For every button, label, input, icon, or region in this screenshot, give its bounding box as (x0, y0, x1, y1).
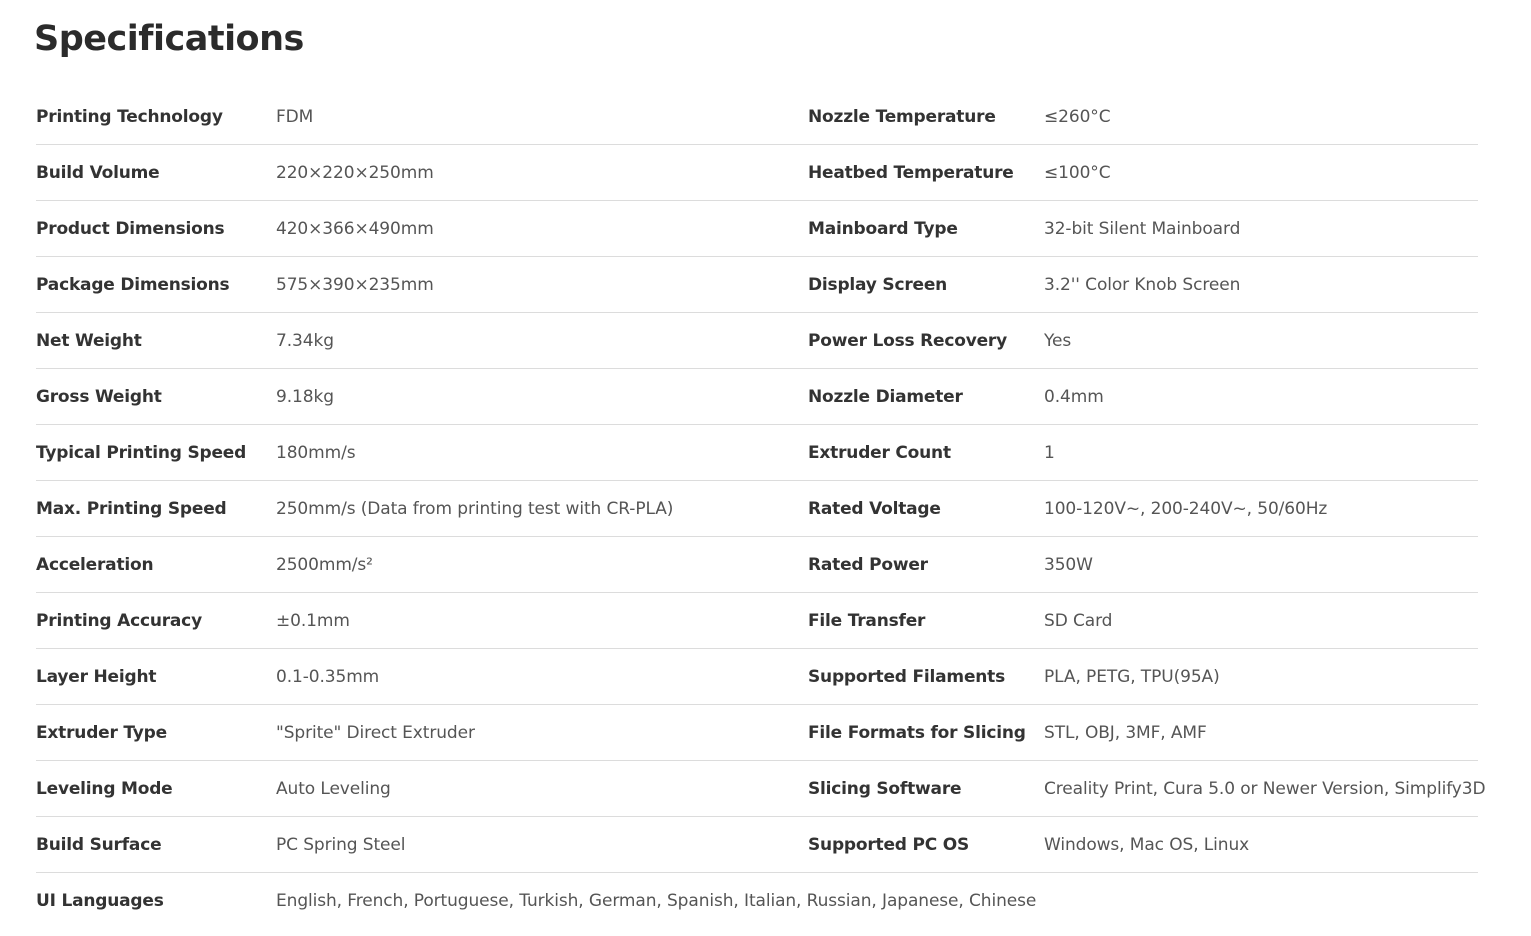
spec-label: Printing Accuracy (36, 611, 202, 631)
spec-label: Power Loss Recovery (808, 331, 1007, 351)
spec-row (36, 145, 1478, 201)
spec-value: 100-120V~, 200-240V~, 50/60Hz (1044, 499, 1328, 519)
spec-value: PC Spring Steel (276, 835, 406, 855)
spec-value: 1 (1044, 443, 1055, 463)
spec-row (36, 201, 1478, 257)
spec-label: Slicing Software (808, 779, 962, 799)
spec-value: 0.4mm (1044, 387, 1104, 407)
spec-value: STL, OBJ, 3MF, AMF (1044, 723, 1207, 743)
spec-label: Product Dimensions (36, 219, 225, 239)
spec-row (36, 481, 1478, 537)
spec-value: 3.2'' Color Knob Screen (1044, 275, 1241, 295)
spec-label: Supported PC OS (808, 835, 970, 855)
spec-value: FDM (276, 107, 314, 127)
spec-label: Typical Printing Speed (36, 443, 247, 463)
spec-row (36, 593, 1478, 649)
spec-label: Package Dimensions (36, 275, 230, 295)
spec-label: Extruder Count (808, 443, 951, 463)
spec-value: 350W (1044, 555, 1093, 575)
spec-value: ≤260°C (1044, 107, 1111, 127)
spec-row (36, 761, 1486, 817)
spec-value: "Sprite" Direct Extruder (276, 723, 475, 743)
spec-table (36, 89, 1486, 928)
spec-row (36, 89, 1478, 145)
spec-label: Nozzle Diameter (808, 387, 963, 407)
spec-value: ±0.1mm (276, 611, 350, 631)
spec-label: Max. Printing Speed (36, 499, 227, 519)
spec-row (36, 313, 1478, 369)
spec-value: Yes (1044, 331, 1072, 351)
spec-label: Supported Filaments (808, 667, 1006, 687)
spec-label: UI Languages (36, 891, 164, 911)
spec-label: Mainboard Type (808, 219, 958, 239)
spec-label: File Formats for Slicing (808, 723, 1026, 743)
spec-value: 0.1-0.35mm (276, 667, 380, 687)
spec-row (36, 649, 1478, 705)
spec-value: 32-bit Silent Mainboard (1044, 219, 1241, 239)
spec-label: Net Weight (36, 331, 142, 351)
spec-value: 9.18kg (276, 387, 334, 407)
spec-label: Build Surface (36, 835, 162, 855)
spec-row (36, 257, 1478, 313)
spec-value: Windows, Mac OS, Linux (1044, 835, 1250, 855)
spec-value: Auto Leveling (276, 779, 391, 799)
spec-label: Display Screen (808, 275, 948, 295)
spec-row (36, 537, 1478, 593)
spec-row (36, 817, 1478, 873)
spec-row-ui-languages (36, 873, 1478, 928)
spec-label: Layer Height (36, 667, 157, 687)
spec-value: 220×220×250mm (276, 163, 434, 183)
spec-label: Rated Voltage (808, 499, 941, 519)
spec-label: Acceleration (36, 555, 154, 575)
spec-label: File Transfer (808, 611, 926, 631)
spec-row (36, 369, 1478, 425)
spec-value: 420×366×490mm (276, 219, 434, 239)
spec-value: 2500mm/s² (276, 555, 373, 575)
spec-value: Creality Print, Cura 5.0 or Newer Version, Simplify3D (1044, 779, 1486, 799)
spec-value: SD Card (1044, 611, 1113, 631)
spec-label: Heatbed Temperature (808, 163, 1014, 183)
spec-label: Printing Technology (36, 107, 223, 127)
spec-label: Rated Power (808, 555, 928, 575)
spec-value: 250mm/s (Data from printing test with CR-PLA) (276, 499, 674, 519)
spec-value: 7.34kg (276, 331, 334, 351)
spec-value: PLA, PETG, TPU(95A) (1044, 667, 1220, 687)
spec-label: Gross Weight (36, 387, 162, 407)
spec-label: Build Volume (36, 163, 160, 183)
page-title: Specifications (34, 19, 304, 59)
spec-value: ≤100°C (1044, 163, 1111, 183)
spec-label: Nozzle Temperature (808, 107, 996, 127)
spec-row (36, 705, 1478, 761)
spec-label: Extruder Type (36, 723, 167, 743)
spec-label: Leveling Mode (36, 779, 173, 799)
spec-row (36, 425, 1478, 481)
spec-value: 575×390×235mm (276, 275, 434, 295)
spec-value: English, French, Portuguese, Turkish, German, Spanish, Italian, Russian, Japanese, Chinese (276, 891, 1037, 911)
spec-value: 180mm/s (276, 443, 356, 463)
